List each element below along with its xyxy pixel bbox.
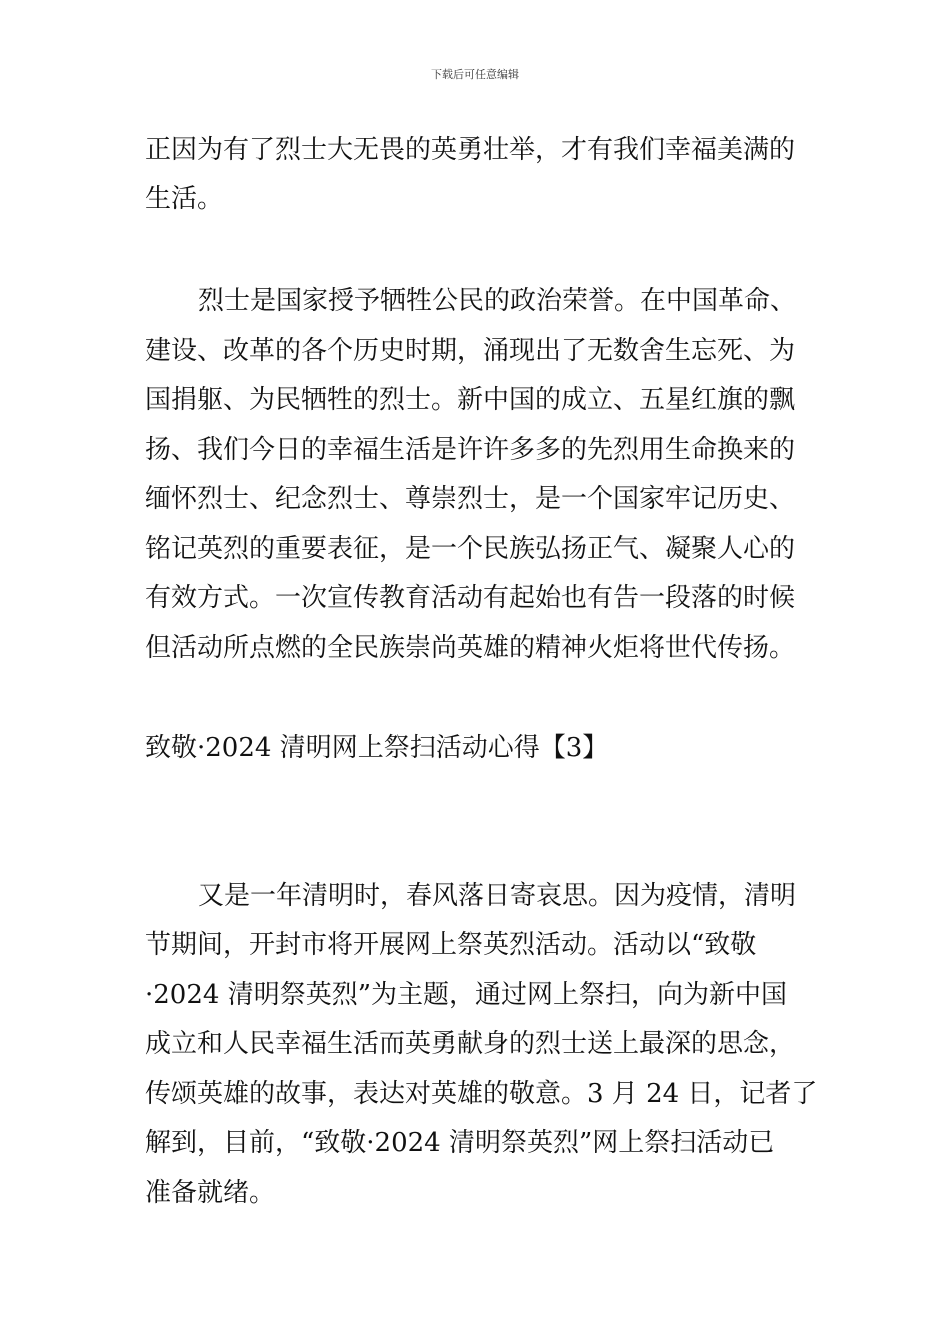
- text-line: 建设、改革的各个历史时期，涌现出了无数舍生忘死、为: [145, 336, 796, 366]
- text-line: 节期间，开封市将开展网上祭英烈活动。活动以“致敬: [145, 930, 757, 960]
- text-line: 有效方式。一次宣传教育活动有起始也有告一段落的时候: [145, 583, 796, 613]
- text-line: 准备就绪。: [145, 1178, 276, 1208]
- text-line: 国捐躯、为民牺牲的烈士。新中国的成立、五星红旗的飘: [145, 385, 796, 415]
- text-line: 缅怀烈士、纪念烈士、尊崇烈士，是一个国家牢记历史、: [145, 484, 796, 514]
- text-line: 正因为有了烈士大无畏的英勇壮举，才有我们幸福美满的: [145, 135, 796, 165]
- text-line: 解到，目前，“致敬·2024 清明祭英烈”网上祭扫活动已: [145, 1128, 775, 1158]
- text-line: 传颂英雄的故事，表达对英雄的敬意。3 月 24 日，记者了: [145, 1079, 818, 1109]
- text-line: 又是一年清明时，春风落日寄哀思。因为疫情，清明: [198, 881, 797, 911]
- text-line: 扬、我们今日的幸福生活是许许多多的先烈用生命换来的: [145, 435, 796, 465]
- page-header: 下载后可任意编辑: [431, 68, 519, 81]
- text-line: ·2024 清明祭英烈”为主题，通过网上祭扫，向为新中国: [145, 980, 787, 1010]
- text-line: 铭记英烈的重要表征，是一个民族弘扬正气、凝聚人心的: [145, 534, 796, 564]
- section-heading: 致敬·2024 清明网上祭扫活动心得【3】: [145, 733, 609, 763]
- text-line: 烈士是国家授予牺牲公民的政治荣誉。在中国革命、: [198, 286, 797, 316]
- text-line: 生活。: [145, 184, 224, 214]
- text-line: 成立和人民幸福生活而英勇献身的烈士送上最深的思念，: [145, 1029, 796, 1059]
- text-line: 但活动所点燃的全民族崇尚英雄的精神火炬将世代传扬。: [145, 633, 796, 663]
